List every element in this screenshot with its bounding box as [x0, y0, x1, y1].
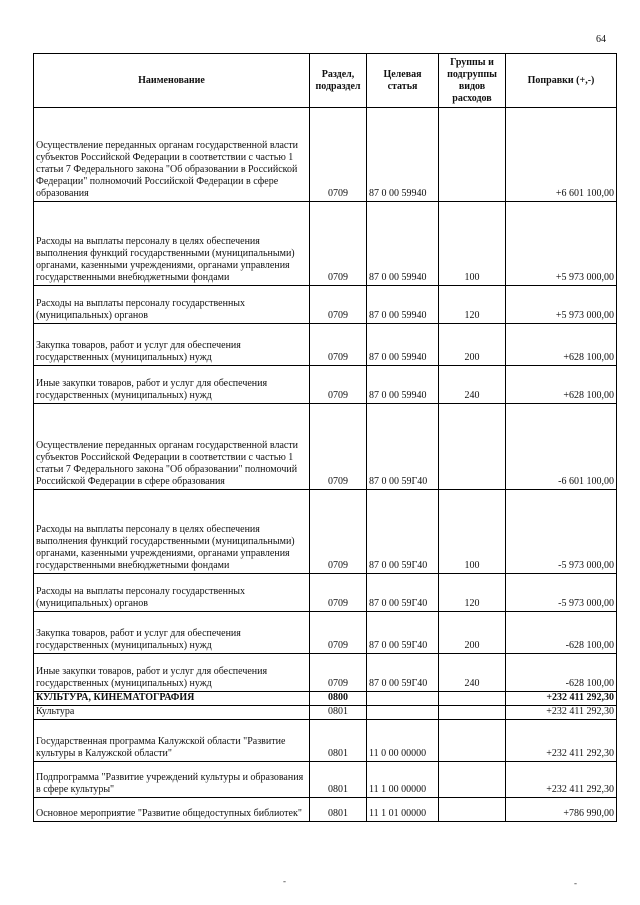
row-group	[439, 692, 506, 706]
row-group: 200	[439, 612, 506, 654]
table-row	[34, 404, 617, 490]
row-amount: +628 100,00	[506, 366, 617, 404]
row-section: 0709	[310, 404, 367, 490]
row-group: 240	[439, 366, 506, 404]
table-row	[34, 720, 617, 762]
row-target: 87 0 00 59Г40	[367, 654, 439, 692]
row-name: Осуществление переданных органам государственной власти субъектов Российской Федерации в соответствии с частью 1 статьи 7 Федерального закона "Об образовании в Российской Федерации" полномочий Российской Федерации в сфере образования	[34, 108, 310, 202]
header-section: Раздел, подраздел	[310, 54, 367, 108]
row-amount: +5 973 000,00	[506, 286, 617, 324]
row-section: 0801	[310, 798, 367, 822]
table-header-row	[34, 54, 617, 108]
row-group: 120	[439, 286, 506, 324]
row-target: 87 0 00 59Г40	[367, 490, 439, 574]
row-amount: -6 601 100,00	[506, 404, 617, 490]
row-group: 100	[439, 490, 506, 574]
row-name: Иные закупки товаров, работ и услуг для обеспечения государственных (муниципальных) нужд	[34, 366, 310, 404]
row-group: 240	[439, 654, 506, 692]
row-target: 11 1 01 00000	[367, 798, 439, 822]
row-name: Государственная программа Калужской области "Развитие культуры в Калужской области"	[34, 720, 310, 762]
row-name: Иные закупки товаров, работ и услуг для обеспечения государственных (муниципальных) нужд	[34, 654, 310, 692]
row-amount: +628 100,00	[506, 324, 617, 366]
row-group	[439, 108, 506, 202]
row-section: 0801	[310, 762, 367, 798]
row-group	[439, 762, 506, 798]
row-amount: +232 411 292,30	[506, 762, 617, 798]
table-row	[34, 490, 617, 574]
row-target: 87 0 00 59Г40	[367, 612, 439, 654]
table-row	[34, 286, 617, 324]
row-section: 0709	[310, 654, 367, 692]
page-number: 64	[596, 34, 606, 45]
row-target	[367, 692, 439, 706]
row-section: 0709	[310, 366, 367, 404]
row-target: 87 0 00 59Г40	[367, 404, 439, 490]
row-target: 87 0 00 59940	[367, 108, 439, 202]
row-section: 0709	[310, 202, 367, 286]
table-row	[34, 762, 617, 798]
table-row	[34, 706, 617, 720]
row-name: Осуществление переданных органам государственной власти субъектов Российской Федерации в соответствии с частью 1 статьи 7 Федерального закона "Об образовании" полномочий Российской Федерации в сфере образования	[34, 404, 310, 490]
row-name: Расходы на выплаты персоналу государственных (муниципальных) органов	[34, 574, 310, 612]
header-groups: Группы и подгруппы видов расходов	[439, 54, 506, 108]
row-target: 87 0 00 59Г40	[367, 574, 439, 612]
row-name: Закупка товаров, работ и услуг для обеспечения государственных (муниципальных) нужд	[34, 324, 310, 366]
row-group	[439, 798, 506, 822]
row-amount: +786 990,00	[506, 798, 617, 822]
scan-mark: -	[574, 878, 577, 888]
row-amount: -628 100,00	[506, 654, 617, 692]
row-name: Расходы на выплаты персоналу в целях обеспечения выполнения функций государственными (муниципальными) органами, казенными учреждениями, органами управления государственными внебюджетными фондами	[34, 490, 310, 574]
row-name: Основное мероприятие "Развитие общедоступных библиотек"	[34, 798, 310, 822]
row-section: 0709	[310, 612, 367, 654]
row-amount: +5 973 000,00	[506, 202, 617, 286]
row-name: Подпрограмма "Развитие учреждений культуры и образования в сфере культуры"	[34, 762, 310, 798]
row-amount: +232 411 292,30	[506, 720, 617, 762]
row-target: 87 0 00 59940	[367, 202, 439, 286]
row-group: 100	[439, 202, 506, 286]
scan-mark: -	[283, 876, 286, 886]
row-section: 0709	[310, 324, 367, 366]
header-amendments: Поправки (+,-)	[506, 54, 617, 108]
row-section: 0709	[310, 286, 367, 324]
row-group: 120	[439, 574, 506, 612]
table-row	[34, 574, 617, 612]
row-section: 0709	[310, 490, 367, 574]
row-target: 87 0 00 59940	[367, 286, 439, 324]
row-group: 200	[439, 324, 506, 366]
table-row	[34, 108, 617, 202]
row-target: 87 0 00 59940	[367, 366, 439, 404]
table-row	[34, 612, 617, 654]
row-group	[439, 720, 506, 762]
row-amount: -5 973 000,00	[506, 490, 617, 574]
row-target: 11 0 00 00000	[367, 720, 439, 762]
row-group	[439, 404, 506, 490]
table-row	[34, 692, 617, 706]
row-amount: +232 411 292,30	[506, 692, 617, 706]
table-row	[34, 654, 617, 692]
row-amount: +232 411 292,30	[506, 706, 617, 720]
row-section: 0709	[310, 108, 367, 202]
row-name: КУЛЬТУРА, КИНЕМАТОГРАФИЯ	[34, 692, 310, 706]
row-section: 0801	[310, 720, 367, 762]
row-amount: -5 973 000,00	[506, 574, 617, 612]
row-section: 0709	[310, 574, 367, 612]
table-row	[34, 202, 617, 286]
row-amount: +6 601 100,00	[506, 108, 617, 202]
row-target	[367, 706, 439, 720]
row-name: Расходы на выплаты персоналу в целях обеспечения выполнения функций государственными (муниципальными) органами, казенными учреждениями, органами управления государственными внебюджетными фондами	[34, 202, 310, 286]
table-row	[34, 324, 617, 366]
row-section: 0801	[310, 706, 367, 720]
row-section: 0800	[310, 692, 367, 706]
row-amount: -628 100,00	[506, 612, 617, 654]
row-name: Культура	[34, 706, 310, 720]
amendments-table	[33, 53, 617, 822]
table-row	[34, 798, 617, 822]
table-row	[34, 366, 617, 404]
header-target: Целевая статья	[367, 54, 439, 108]
row-target: 11 1 00 00000	[367, 762, 439, 798]
row-target: 87 0 00 59940	[367, 324, 439, 366]
row-name: Закупка товаров, работ и услуг для обеспечения государственных (муниципальных) нужд	[34, 612, 310, 654]
row-group	[439, 706, 506, 720]
header-name: Наименование	[34, 54, 310, 108]
row-name: Расходы на выплаты персоналу государственных (муниципальных) органов	[34, 286, 310, 324]
